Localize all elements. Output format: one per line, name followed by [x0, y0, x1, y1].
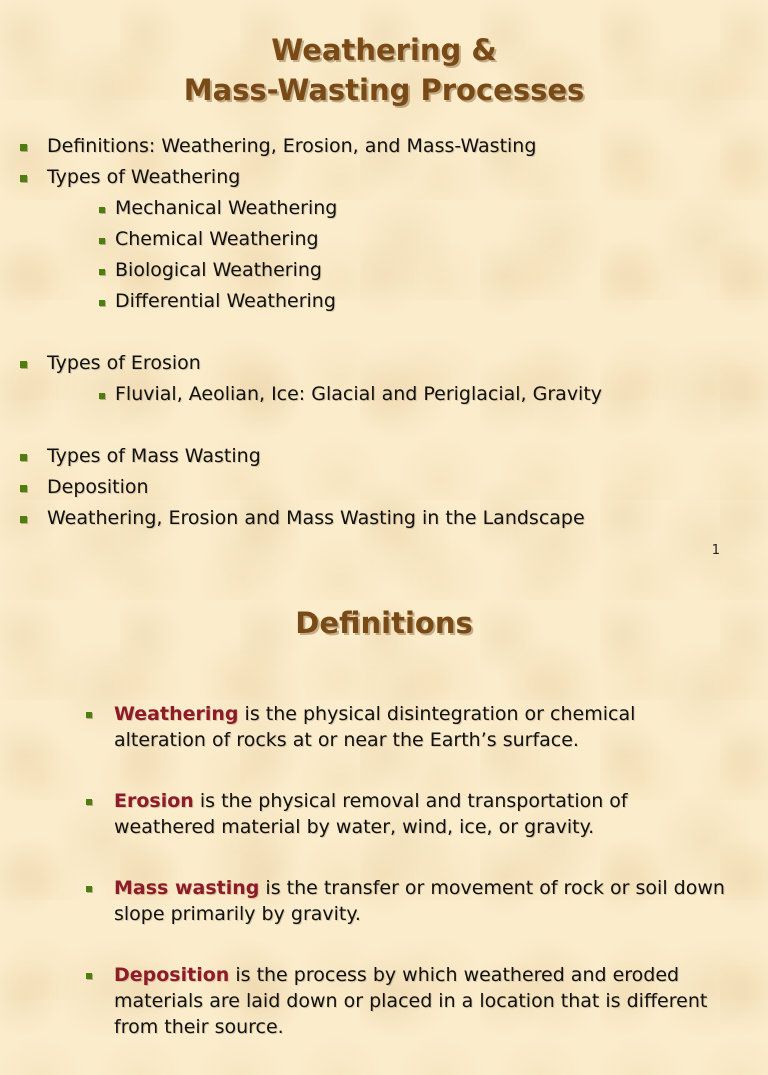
- square-bullet-icon: [20, 454, 27, 461]
- list-item-text: Chemical Weathering: [115, 228, 319, 250]
- square-bullet-icon: [99, 207, 105, 213]
- list-item-text: Biological Weathering: [115, 259, 322, 281]
- square-bullet-icon: [20, 361, 27, 368]
- title-line-1: Weathering &: [271, 33, 497, 67]
- list-item: [0, 379, 768, 410]
- list-item: [0, 503, 768, 534]
- list-item: [0, 472, 768, 503]
- list-item: [0, 224, 768, 255]
- square-bullet-icon: [20, 516, 27, 523]
- list-item: [0, 286, 768, 317]
- definition-term: Deposition: [114, 964, 230, 986]
- list-item-text: Mechanical Weathering: [115, 197, 338, 219]
- square-bullet-icon: [86, 973, 92, 979]
- list-item-text: Types of Weathering: [47, 166, 241, 188]
- square-bullet-icon: [99, 238, 105, 244]
- slide-1-title: [0, 30, 768, 110]
- definition-text: is the physical disintegration or chemical alteration of rocks at or near the Earth’s surface.: [114, 703, 636, 751]
- list-item-text: Definitions: Weathering, Erosion, and Mass-Wasting: [47, 135, 537, 157]
- page-number: 1: [711, 543, 720, 558]
- square-bullet-icon: [86, 886, 92, 892]
- list-item: [0, 441, 768, 472]
- square-bullet-icon: [86, 712, 92, 718]
- definition-text: is the process by which weathered and eroded materials are laid down or placed in a location that is different from their source.: [114, 964, 708, 1038]
- outline-list: [0, 131, 768, 534]
- square-bullet-icon: [20, 144, 27, 151]
- list-item-text: Weathering, Erosion and Mass Wasting in the Landscape: [47, 507, 585, 529]
- definition-text: is the transfer or movement of rock or soil down slope primarily by gravity.: [114, 877, 725, 925]
- definition-item: [0, 701, 768, 753]
- list-item-text: Fluvial, Aeolian, Ice: Glacial and Periglacial, Gravity: [115, 383, 603, 405]
- list-item: [0, 131, 768, 162]
- list-item-text: Deposition: [47, 476, 149, 498]
- spacer: [0, 410, 768, 441]
- list-item: [0, 348, 768, 379]
- definition-text: is the physical removal and transportation of weathered material by water, wind, ice, or gravity.: [114, 790, 628, 838]
- list-item-text: Differential Weathering: [115, 290, 336, 312]
- list-item: [0, 162, 768, 193]
- square-bullet-icon: [99, 393, 105, 399]
- title-line-2: Mass-Wasting Processes: [183, 73, 585, 107]
- square-bullet-icon: [99, 300, 105, 306]
- list-item: [0, 193, 768, 224]
- square-bullet-icon: [20, 175, 27, 182]
- definition-term: Weathering: [114, 703, 239, 725]
- square-bullet-icon: [20, 485, 27, 492]
- list-item: [0, 255, 768, 286]
- definition-item: [0, 962, 768, 1040]
- slide-2: [0, 575, 768, 1038]
- definition-item: [0, 875, 768, 927]
- square-bullet-icon: [86, 799, 92, 805]
- slide-2-title: Definitions: [295, 606, 473, 640]
- spacer: [0, 317, 768, 348]
- square-bullet-icon: [99, 269, 105, 275]
- definition-term: Mass wasting: [114, 877, 260, 899]
- definitions-list: [0, 701, 768, 1075]
- definition-term: Erosion: [114, 790, 194, 812]
- list-item-text: Types of Erosion: [47, 352, 201, 374]
- definition-item: [0, 788, 768, 840]
- list-item-text: Types of Mass Wasting: [47, 445, 261, 467]
